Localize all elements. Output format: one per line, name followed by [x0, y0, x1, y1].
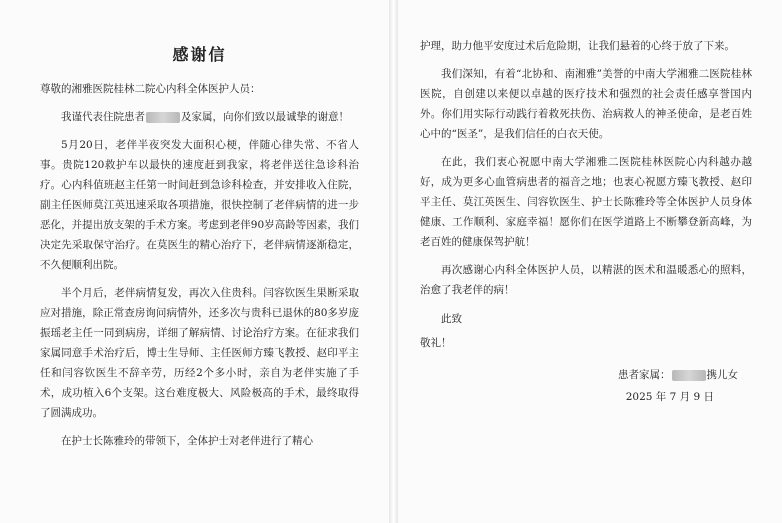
signature [420, 364, 752, 386]
closing-salute: 此致 [441, 313, 462, 325]
paragraph-wishes: 在此，我们衷心祝愿中南大学湘雅二医院桂林医院心内科越办越好，成为更多心血管病患者的福音之地；也衷心祝愿方臻飞教授、赵印平主任、莫江英医生、闫容钦医生、护士长陈雅玲等全体医护人员身体健康、工作顺利、家庭幸福！愿你们在医学道路上不断攀登新高峰，为老百姓的健康保驾护航！ [420, 156, 752, 248]
paragraph-surgery: 半个月后，老伴病情复发，再次入住贵科。闫容钦医生果断采取应对措施，除正常查房询问病情外，还多次与贵科已退休的80多岁庞振瑶老主任一同到病房，详细了解病情、讨论治疗方案。在征求我们家属同意手术治疗后，博士生导师、主任医师方臻飞教授、赵印平主任和闫容钦医生不辞辛劳，历经2个多小时，亲自为老伴实施了手术，成功植入6个支架。这台难度极大、风险极高的手术，最终取得了圆满成功。 [40, 287, 359, 419]
paragraph-nursing-start: 在护士长陈雅玲的带领下，全体护士对老伴进行了精心 [61, 435, 313, 447]
redacted-family-name [672, 370, 706, 381]
letter-page-right [398, 0, 782, 523]
intro-text-post: 及家属，向你们致以最诚挚的谢意！ [181, 111, 349, 123]
paragraph-emergency: 5月20日，老伴半夜突发大面积心梗，伴随心律失常、不省人事。贵院120救护车以最快的速度赶到我家，将老伴送往急诊科治疗。心内科值班赵主任第一时间赶到急诊科检查，并安排收入住院，副主任医师莫江英迅速采取各项措施，很快控制了老伴病情的进一步恶化，并提出放支架的手术方案。考虑到老伴90岁高龄等因素，我们决定先采取保守治疗。在莫医生的精心治疗下，老伴病情逐渐稳定，不久便顺利出院。 [40, 139, 359, 271]
signature-label: 患者家属： [618, 369, 671, 381]
page-gutter [389, 0, 398, 523]
intro-text-pre: 我谨代表住院患者 [61, 111, 145, 123]
closing-respect: 敬礼！ [420, 337, 452, 349]
paragraph-nursing-end: 护理，助力他平安度过术后危险期，让我们悬着的心终于放了下来。 [420, 40, 735, 52]
redacted-patient-name [146, 112, 180, 123]
signature-suffix: 携儿女 [706, 369, 738, 381]
letter-page-left [0, 0, 389, 523]
letter-title: 感谢信 [172, 45, 227, 64]
salutation: 尊敬的湘雅医院桂林二院心内科全体医护人员： [40, 83, 261, 95]
paragraph-hospital-praise: 我们深知，有着“北协和、南湘雅”美誉的中南大学湘雅二医院桂林医院，自创建以来便以卓越的医疗技术和强烈的社会责任感享誉国内外。你们用实际行动践行着救死扶伤、治病救人的神圣使命，是老百姓心中的“医圣”，是我们信任的白衣天使。 [420, 68, 752, 140]
letter-date: 2025 年 7 月 9 日 [625, 391, 714, 403]
paragraph-thanks-again: 再次感谢心内科全体医护人员，以精湛的医术和温暖悉心的照料，治愈了我老伴的病！ [420, 264, 752, 296]
intro-paragraph [40, 107, 359, 127]
